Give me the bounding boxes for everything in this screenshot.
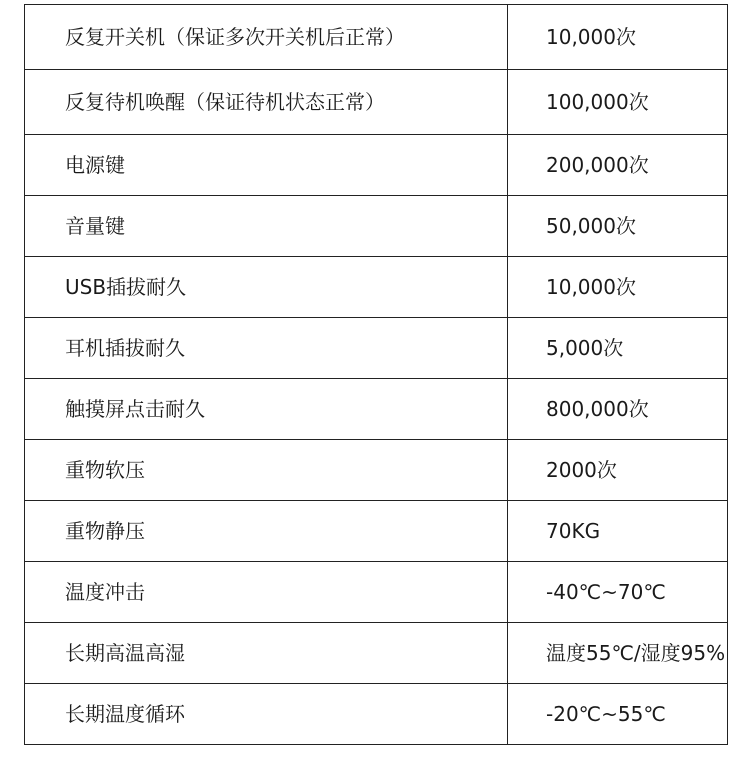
table-row (25, 318, 728, 379)
test-item-cell: USB插拔耐久 (25, 257, 508, 318)
test-item-cell: 温度冲击 (25, 562, 508, 623)
test-value-cell: 2000次 (508, 440, 728, 501)
test-item-cell: 长期高温高湿 (25, 623, 508, 684)
test-value-cell: 温度55℃/湿度95% (508, 623, 728, 684)
test-value-cell: 100,000次 (508, 70, 728, 135)
test-item-cell: 重物静压 (25, 501, 508, 562)
test-value-cell: -20℃~55℃ (508, 684, 728, 745)
test-item-cell: 长期温度循环 (25, 684, 508, 745)
table-row (25, 501, 728, 562)
durability-spec-table (24, 4, 728, 745)
test-item-cell: 反复开关机（保证多次开关机后正常） (25, 5, 508, 70)
table-row (25, 5, 728, 70)
test-value-cell: 50,000次 (508, 196, 728, 257)
test-item-cell: 触摸屏点击耐久 (25, 379, 508, 440)
test-item-cell: 反复待机唤醒（保证待机状态正常） (25, 70, 508, 135)
test-value-cell: 10,000次 (508, 5, 728, 70)
table-row (25, 196, 728, 257)
table-row (25, 684, 728, 745)
table-row (25, 257, 728, 318)
table-row (25, 623, 728, 684)
test-value-cell: 200,000次 (508, 135, 728, 196)
test-value-cell: 800,000次 (508, 379, 728, 440)
table-row (25, 562, 728, 623)
table-row (25, 379, 728, 440)
table-row (25, 440, 728, 501)
test-value-cell: 5,000次 (508, 318, 728, 379)
test-value-cell: 70KG (508, 501, 728, 562)
test-value-cell: 10,000次 (508, 257, 728, 318)
table-row (25, 135, 728, 196)
test-item-cell: 重物软压 (25, 440, 508, 501)
table-row (25, 70, 728, 135)
test-value-cell: -40℃~70℃ (508, 562, 728, 623)
test-item-cell: 耳机插拔耐久 (25, 318, 508, 379)
test-item-cell: 音量键 (25, 196, 508, 257)
test-item-cell: 电源键 (25, 135, 508, 196)
